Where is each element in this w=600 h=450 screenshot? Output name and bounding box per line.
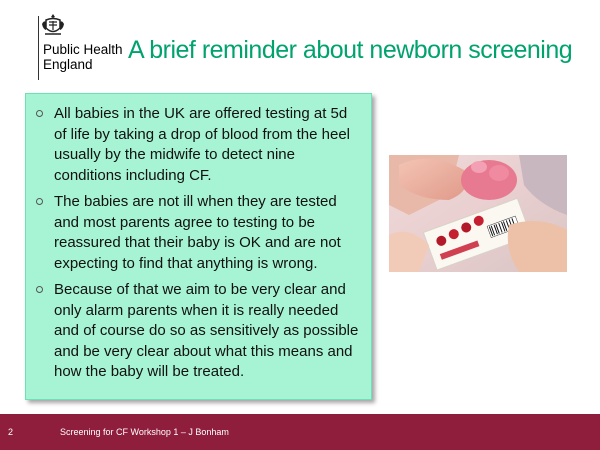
footer-text: Screening for CF Workshop 1 – J Bonham (60, 427, 229, 437)
page-number: 2 (8, 427, 14, 437)
content-box (25, 93, 372, 400)
logo-line-1: Public Health (43, 42, 123, 57)
logo-wordmark (43, 42, 123, 72)
newborn-heel-prick-icon (389, 155, 567, 272)
slide-title: A brief reminder about newborn screening (128, 36, 573, 64)
list-item (36, 104, 363, 186)
bullet-text: Because of that we aim to be very clear and only alarm parents when it is really needed and of course do so as sensitively as possible and be very clear about what this means and how the baby will be treated. (54, 281, 359, 380)
footer-bar (0, 414, 600, 450)
logo-divider (38, 16, 39, 80)
bullet-icon (36, 198, 43, 205)
phe-logo (38, 12, 128, 76)
list-item (36, 280, 363, 383)
list-item (36, 192, 363, 274)
logo-line-2: England (43, 57, 93, 72)
bullet-list (26, 94, 371, 383)
royal-crest-icon (40, 12, 66, 38)
bullet-text: The babies are not ill when they are tested and most parents agree to testing to be reassured that their baby is OK and are not expecting to find that anything is wrong. (54, 193, 341, 272)
bullet-icon (36, 286, 43, 293)
heel-prick-photo (389, 155, 567, 272)
bullet-icon (36, 110, 43, 117)
bullet-text: All babies in the UK are offered testing at 5d of life by taking a drop of blood from the heel usually by the midwife to detect nine conditions including CF. (54, 105, 351, 184)
